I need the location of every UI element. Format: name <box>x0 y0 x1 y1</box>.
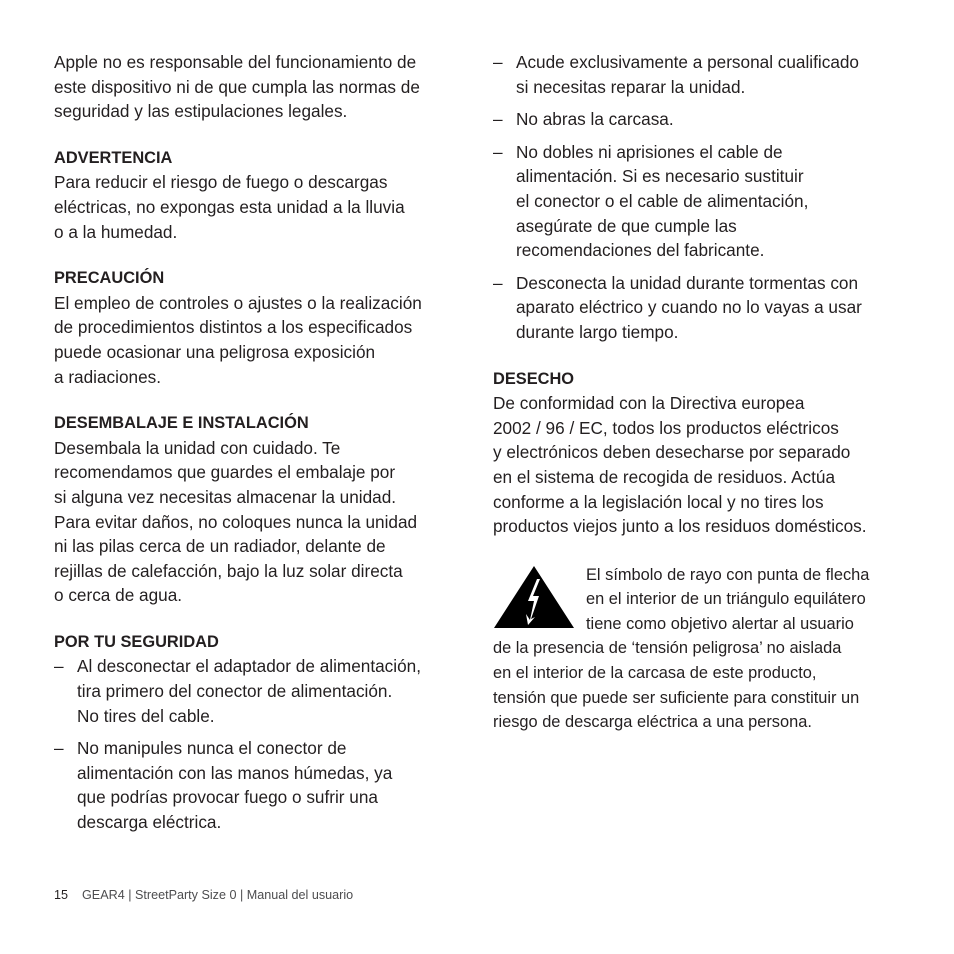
advertencia-line: o a la humedad. <box>54 221 178 242</box>
page-number: 15 <box>54 888 69 902</box>
dash-bullet: – <box>54 738 64 759</box>
bullet-line: alimentación con las manos húmedas, ya <box>77 762 393 783</box>
desembalaje-line: rejillas de calefacción, bajo la luz solar directa <box>54 560 403 581</box>
warning-line: de la presencia de ‘tensión peligrosa’ no aislada <box>493 639 842 658</box>
bullet-line: recomendaciones del fabricante. <box>516 240 765 261</box>
intro-paragraph <box>54 50 474 124</box>
desembalaje-line: si alguna vez necesitas almacenar la unidad. <box>54 486 397 507</box>
bullet-line: No manipules nunca el conector de <box>77 738 347 759</box>
list-item <box>493 107 913 132</box>
desembalaje-line: o cerca de agua. <box>54 585 183 606</box>
bullet-line: tira primero del conector de alimentación. <box>77 681 393 702</box>
advertencia-line: Para reducir el riesgo de fuego o descargas <box>54 172 388 193</box>
desecho-section <box>493 367 913 539</box>
right-column <box>493 50 913 735</box>
precaucion-line: El empleo de controles o ajustes o la realización <box>54 292 422 313</box>
precaucion-section <box>54 266 474 389</box>
bullet-line: si necesitas reparar la unidad. <box>516 76 746 97</box>
desembalaje-line: Para evitar daños, no coloques nunca la unidad <box>54 511 418 532</box>
lightning-warning-icon <box>493 565 575 629</box>
advertencia-line: eléctricas, no expongas esta unidad a la lluvia <box>54 196 405 217</box>
bullet-line: durante largo tiempo. <box>516 321 679 342</box>
precaucion-line: de procedimientos distintos a los especificados <box>54 317 413 338</box>
desembalaje-line: ni las pilas cerca de un radiador, delante de <box>54 536 386 557</box>
bullet-line: No dobles ni aprisiones el cable de <box>516 141 783 162</box>
intro-line: este dispositivo ni de que cumpla las normas de <box>54 76 420 97</box>
list-item <box>493 140 913 263</box>
left-column <box>54 50 474 843</box>
dash-bullet: – <box>493 109 503 130</box>
bullet-line: aparato eléctrico y cuando no lo vayas a usar <box>516 297 862 318</box>
desembalaje-section <box>54 411 474 608</box>
list-item <box>54 736 474 834</box>
desembalaje-line: recomendamos que guardes el embalaje por <box>54 462 396 483</box>
desecho-heading: DESECHO <box>493 369 575 388</box>
bullet-line: Desconecta la unidad durante tormentas con <box>516 272 859 293</box>
seguridad-heading: POR TU SEGURIDAD <box>54 632 219 651</box>
dash-bullet: – <box>493 141 503 162</box>
electric-shock-warning <box>493 563 913 735</box>
list-item <box>493 271 913 345</box>
desembalaje-line: Desembala la unidad con cuidado. Te <box>54 437 341 458</box>
precaucion-line: a radiaciones. <box>54 366 162 387</box>
bullet-line: alimentación. Si es necesario sustituir <box>516 166 804 187</box>
bullet-line: Al desconectar el adaptador de alimentación, <box>77 656 421 677</box>
desecho-line: conforme a la legislación local y no tires los <box>493 491 824 512</box>
precaucion-line: puede ocasionar una peligrosa exposición <box>54 341 376 362</box>
desembalaje-heading: DESEMBALAJE E INSTALACIÓN <box>54 414 309 433</box>
warning-line: El símbolo de rayo con punta de flecha <box>586 565 870 584</box>
warning-line: en el interior de la carcasa de este producto, <box>493 664 817 683</box>
precaucion-heading: PRECAUCIÓN <box>54 269 165 288</box>
warning-line: riesgo de descarga eléctrica a una persona. <box>493 713 812 732</box>
bullet-line: No abras la carcasa. <box>516 109 674 130</box>
bullet-line: que podrías provocar fuego o sufrir una <box>77 787 378 808</box>
warning-line: tiene como objetivo alertar al usuario <box>586 614 854 633</box>
bullet-line: Acude exclusivamente a personal cualificado <box>516 52 859 72</box>
advertencia-heading: ADVERTENCIA <box>54 148 173 167</box>
dash-bullet: – <box>493 52 503 72</box>
dash-bullet: – <box>493 272 503 293</box>
advertencia-section <box>54 146 474 244</box>
list-item <box>493 50 913 99</box>
seguridad-section <box>54 630 474 835</box>
list-item <box>54 654 474 728</box>
footer-text: GEAR4 | StreetParty Size 0 | Manual del usuario <box>82 888 354 902</box>
desecho-line: 2002 / 96 / EC, todos los productos eléctricos <box>493 417 839 438</box>
warning-line: tensión que puede ser suficiente para constituir un <box>493 688 860 707</box>
dash-bullet: – <box>54 656 64 677</box>
bullet-line: el conector o el cable de alimentación, <box>516 190 809 211</box>
intro-line: Apple no es responsable del funcionamiento de <box>54 52 417 72</box>
desecho-line: en el sistema de recogida de residuos. Actúa <box>493 466 836 487</box>
bullet-line: descarga eléctrica. <box>77 812 222 833</box>
bullet-line: asegúrate de que cumple las <box>516 215 737 236</box>
bullet-line: No tires del cable. <box>77 705 215 726</box>
desecho-line: productos viejos junto a los residuos domésticos. <box>493 516 867 537</box>
warning-line: en el interior de un triángulo equilátero <box>586 590 866 609</box>
page-footer <box>54 886 353 904</box>
safety-list-continued <box>493 50 913 345</box>
desecho-line: y electrónicos deben desecharse por separado <box>493 442 851 463</box>
intro-line: seguridad y las estipulaciones legales. <box>54 101 348 122</box>
desecho-line: De conformidad con la Directiva europea <box>493 393 805 414</box>
